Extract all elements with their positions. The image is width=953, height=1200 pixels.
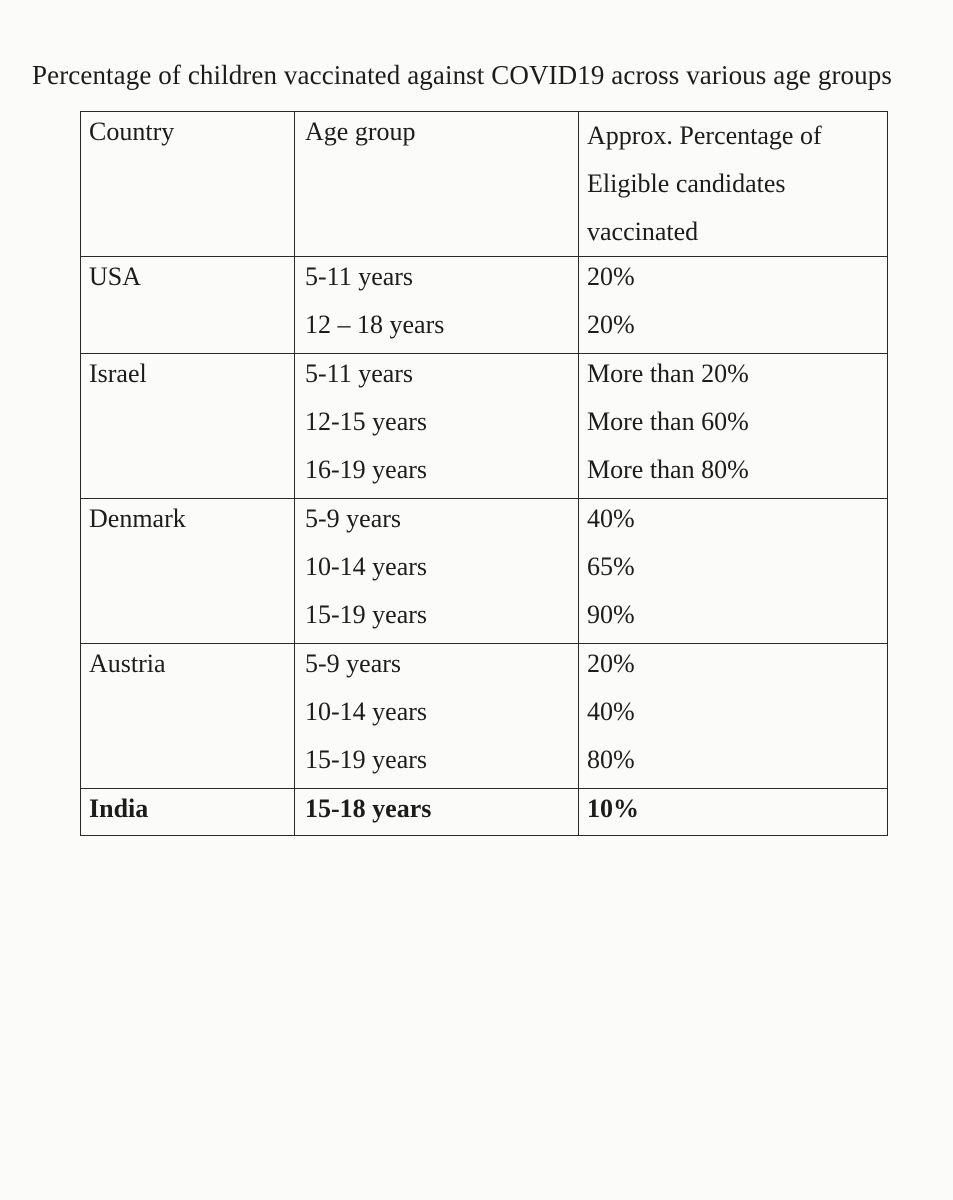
age-group-cell bbox=[295, 789, 579, 836]
table-header-row bbox=[81, 112, 888, 257]
percentage-value: More than 80% bbox=[587, 455, 749, 484]
age-group-value: 5-11 years bbox=[305, 359, 414, 388]
country-cell: Austria bbox=[81, 644, 295, 789]
age-group-value: 5-9 years bbox=[305, 504, 402, 533]
column-header-country: Country bbox=[81, 112, 295, 257]
country-cell: Israel bbox=[81, 354, 295, 499]
age-group-cell bbox=[295, 644, 579, 789]
percentage-value: More than 60% bbox=[587, 407, 749, 436]
table-row bbox=[81, 789, 888, 836]
age-group-value: 10-14 years bbox=[305, 552, 428, 581]
page-title: Percentage of children vaccinated against COVID19 across various age groups bbox=[32, 60, 892, 90]
column-header-age-group: Age group bbox=[295, 112, 579, 257]
percentage-value: 20% bbox=[587, 310, 635, 339]
column-header-percentage: Approx. Percentage of Eligible candidates vaccinated bbox=[579, 112, 888, 257]
age-group-value: 15-19 years bbox=[305, 745, 428, 774]
country-cell: India bbox=[81, 789, 295, 836]
percentage-value: 40% bbox=[587, 697, 635, 726]
percentage-value: 20% bbox=[587, 649, 635, 678]
percentage-value: 90% bbox=[587, 600, 635, 629]
age-group-cell bbox=[295, 354, 579, 499]
percentage-value: 80% bbox=[587, 745, 635, 774]
vaccination-table bbox=[80, 111, 888, 836]
percentage-value: 10% bbox=[587, 794, 639, 823]
age-group-value: 5-11 years bbox=[305, 262, 414, 291]
table-row bbox=[81, 499, 888, 644]
percentage-value: 20% bbox=[587, 262, 635, 291]
table-row bbox=[81, 354, 888, 499]
percentage-value: 40% bbox=[587, 504, 635, 533]
age-group-value: 12-15 years bbox=[305, 407, 428, 436]
age-group-cell bbox=[295, 257, 579, 354]
percentage-cell bbox=[579, 789, 888, 836]
percentage-value: 65% bbox=[587, 552, 635, 581]
age-group-value: 5-9 years bbox=[305, 649, 402, 678]
percentage-cell bbox=[579, 499, 888, 644]
age-group-value: 16-19 years bbox=[305, 455, 428, 484]
percentage-value: More than 20% bbox=[587, 359, 749, 388]
percentage-cell bbox=[579, 644, 888, 789]
table-row bbox=[81, 257, 888, 354]
percentage-cell bbox=[579, 354, 888, 499]
age-group-value: 15-19 years bbox=[305, 600, 428, 629]
age-group-cell bbox=[295, 499, 579, 644]
age-group-value: 15-18 years bbox=[305, 794, 432, 823]
age-group-value: 10-14 years bbox=[305, 697, 428, 726]
percentage-cell bbox=[579, 257, 888, 354]
country-cell: USA bbox=[81, 257, 295, 354]
country-cell: Denmark bbox=[81, 499, 295, 644]
age-group-value: 12 – 18 years bbox=[305, 310, 445, 339]
table-row bbox=[81, 644, 888, 789]
